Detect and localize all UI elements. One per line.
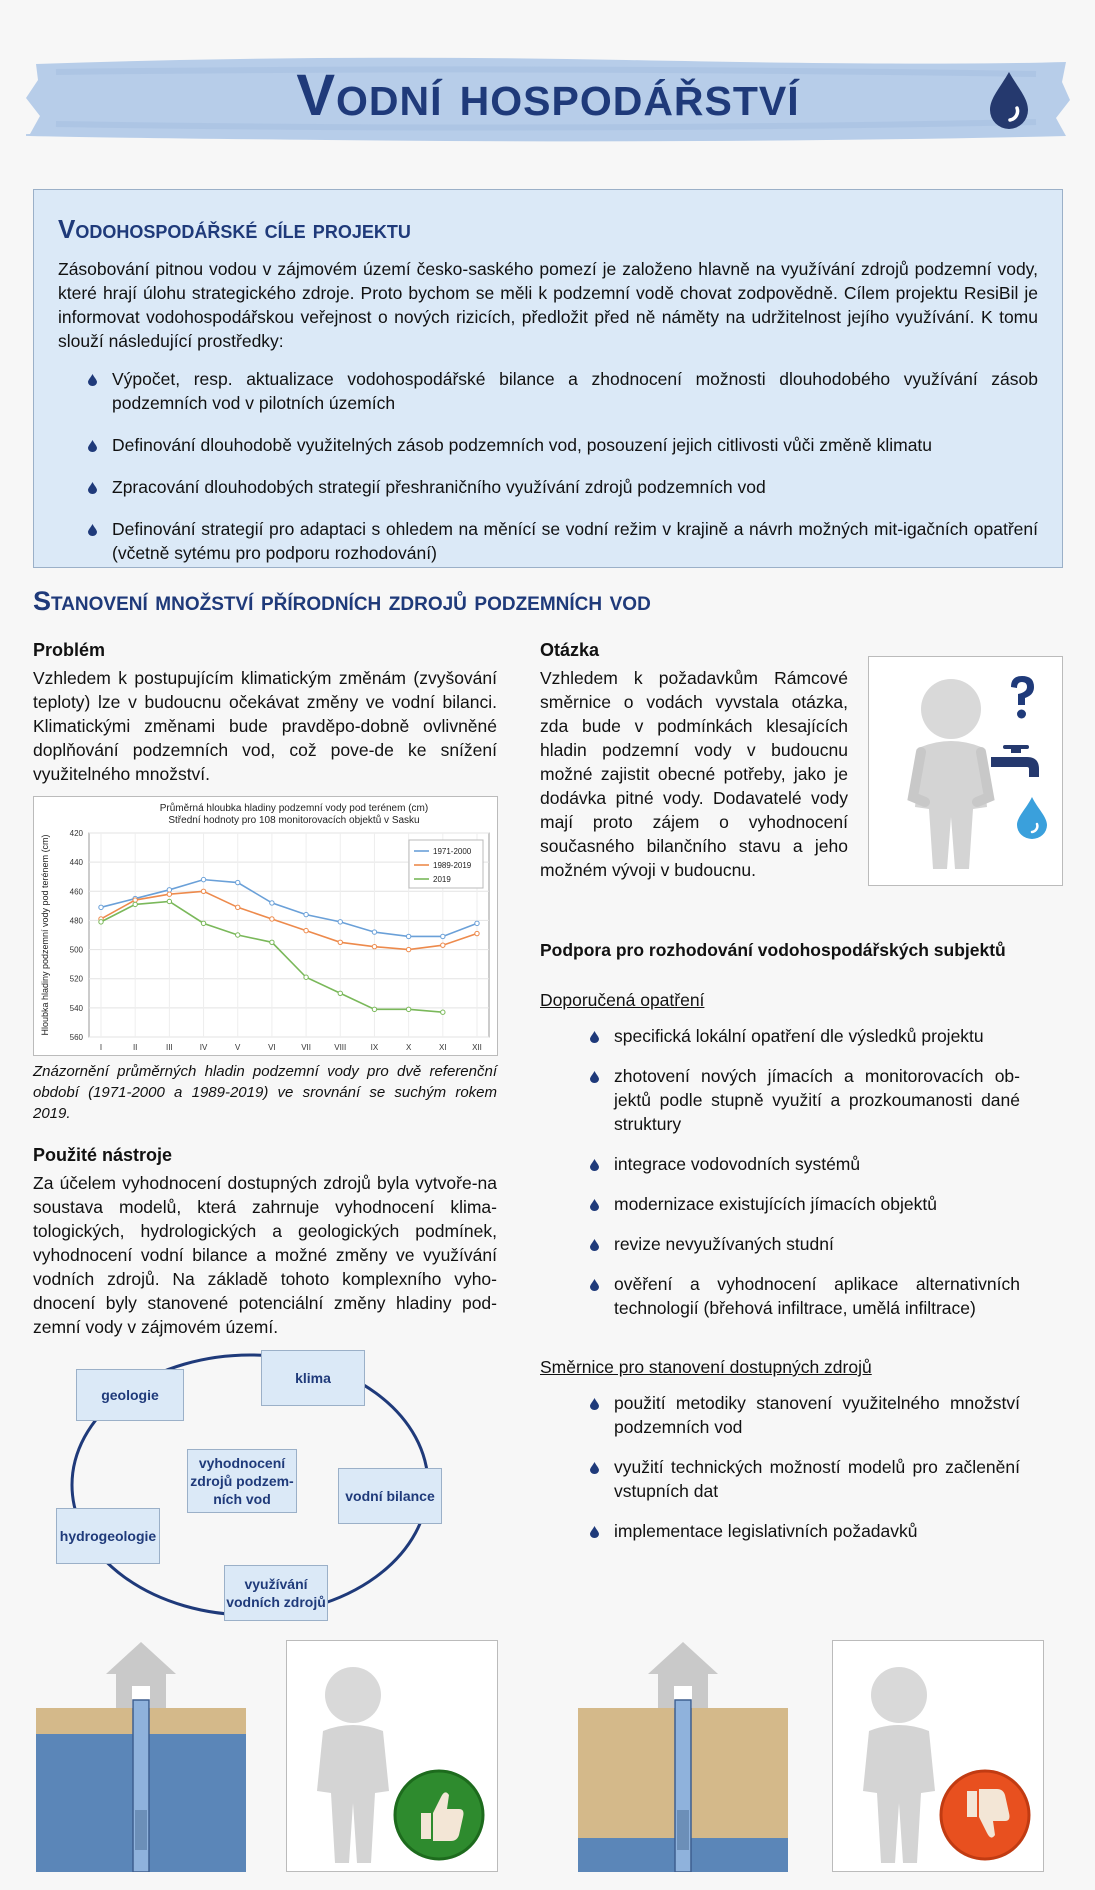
list-item-text: integrace vodovodních systémů (614, 1154, 861, 1174)
data-point (270, 917, 274, 921)
guidelines-heading: Směrnice pro stanovení dostupných zdrojů (540, 1357, 872, 1377)
data-point (441, 943, 445, 947)
list-item-text: modernizace existujících jímacích objektů (614, 1194, 937, 1214)
bullet-drop-icon (88, 440, 97, 452)
data-point (167, 899, 171, 903)
data-point (99, 905, 103, 909)
person-thumbs-down-illustration (832, 1640, 1044, 1872)
data-point (372, 944, 376, 948)
water-drop-icon (1017, 797, 1047, 839)
list-item-text: revize nevyužívaných studní (614, 1234, 834, 1254)
x-tick-label: IV (199, 1043, 208, 1052)
x-tick-label: X (405, 1043, 412, 1052)
bullet-drop-icon (590, 1071, 599, 1083)
question-mark-icon (1005, 673, 1039, 721)
goals-intro: Zásobování pitnou vodou v zájmovém území česko-saského pomezí je založeno hlavně na využívání zdrojů podzemní vody, které hrají úlohu strategického zdroje. Proto bychom se měli k podzemní vodě chovat zodpovědně. Cílem projektu ResiBil je informovat vodohospodářskou veřejnost o nových rizicích, předložit před ně náměty na udržitelnost jejího využívání. K tomu slouží následující prostředky: (58, 259, 1038, 351)
person-thumbs-up-illustration (286, 1640, 498, 1872)
y-tick-label: 540 (69, 1003, 83, 1013)
data-point (338, 920, 342, 924)
y-tick-label: 560 (69, 1033, 83, 1042)
list-item (88, 367, 1038, 415)
data-point (304, 912, 308, 916)
data-point (338, 940, 342, 944)
well-low-water-illustration (578, 1640, 788, 1872)
list-item-text: specifická lokální opatření dle výsledků projektu (614, 1026, 984, 1046)
data-point (406, 1007, 410, 1011)
bullet-drop-icon (590, 1279, 599, 1291)
node-vyuzivani: využívání vodních zdrojů (224, 1565, 328, 1621)
well-high-water-illustration (36, 1640, 246, 1872)
list-item (590, 1024, 1020, 1048)
list-item-text: ověření a vyhodnocení aplikace alternativních technologií (břehová infiltrace, umělá infiltrace) (614, 1274, 1020, 1318)
node-geologie: geologie (76, 1369, 184, 1421)
list-item (590, 1391, 1020, 1439)
bullet-drop-icon (590, 1199, 599, 1211)
data-point (441, 1010, 445, 1014)
list-item (590, 1272, 1020, 1320)
data-point (167, 888, 171, 892)
person-question-illustration (868, 656, 1063, 886)
chart-caption: Znázornění průměrných hladin podzemní vody pro dvě referenční období (1971-2000 a 1989-2019) ve srovnání se suchým rokem 2019. (33, 1063, 497, 1122)
goals-list (58, 367, 1038, 565)
chart-svg (34, 797, 499, 1057)
chart-subtitle: Střední hodnoty pro 108 monitorovacích objektů v Sasku (168, 815, 420, 826)
node-hydrogeologie: hydrogeologie (56, 1508, 160, 1564)
list-item-text: využití technických možností modelů pro začlenění vstupních dat (614, 1457, 1020, 1501)
problem-heading: Problém (33, 640, 106, 660)
x-tick-label: VI (268, 1043, 276, 1052)
x-tick-label: V (235, 1043, 241, 1052)
list-item (590, 1152, 1020, 1176)
data-point (338, 991, 342, 995)
list-item-text: zhotovení nových jímacích a monitorovacích ob-jektů podle stupně využití a prozkoumanosti dané struktury (614, 1066, 1020, 1134)
legend-label: 1989-2019 (433, 861, 472, 870)
model-cycle-diagram (50, 1345, 450, 1625)
data-point (406, 947, 410, 951)
bullet-drop-icon (590, 1462, 599, 1474)
thumbs-up-icon (393, 1769, 485, 1861)
data-point (201, 877, 205, 881)
x-tick-label: III (166, 1043, 173, 1052)
bullet-drop-icon (590, 1526, 599, 1538)
section-title: Stanovení množství přírodních zdrojů podzemních vod (33, 586, 651, 616)
tools-text: Za účelem vyhodnocení dostupných zdrojů byla vytvoře-na soustava modelů, která zahrnuje vyhodnocení klima-tologických, hydrologických a geologických podmínek, vyhodnocení vodní bilance a možné změny ve využívání vodních zdrojů. Na základě tohoto komplexního vyho-dnocení byly stanovené potenciální změny hladiny pod-zemní vody v zájmovém území. (33, 1173, 497, 1337)
list-item (590, 1192, 1020, 1216)
list-item (590, 1455, 1020, 1503)
bullet-drop-icon (590, 1239, 599, 1251)
data-point (236, 905, 240, 909)
support-heading: Podpora pro rozhodování vodohospodářských subjektů (540, 940, 1006, 960)
x-tick-label: II (132, 1043, 138, 1052)
water-tap-icon (987, 745, 1043, 787)
node-klima: klima (261, 1350, 365, 1406)
data-point (201, 889, 205, 893)
data-point (201, 921, 205, 925)
well-icon (578, 1640, 788, 1872)
legend-label: 2019 (433, 875, 451, 884)
list-item-text: použití metodiky stanovení využitelného množství podzemních vod (614, 1393, 1020, 1437)
thumbs-down-icon (939, 1769, 1031, 1861)
bullet-drop-icon (88, 374, 97, 386)
list-item-text: implementace legislativních požadavků (614, 1521, 918, 1541)
data-point (372, 1007, 376, 1011)
list-item (590, 1232, 1020, 1256)
list-item-text: Zpracování dlouhodobých strategií přeshraničního využívání zdrojů podzemních vod (112, 477, 766, 497)
tools-heading: Použité nástroje (33, 1145, 173, 1165)
x-tick-label: VIII (334, 1043, 347, 1052)
y-axis-label: Hloubka hladiny podzemní vody pod terénem (cm) (40, 834, 50, 1036)
list-item-text: Výpočet, resp. aktualizace vodohospodářské bilance a zhodnocení možnosti dlouhodobého využívání zásob podzemních vod v pilotních územích (112, 369, 1038, 413)
data-point (372, 930, 376, 934)
data-point (167, 892, 171, 896)
data-point (133, 898, 137, 902)
bullet-drop-icon (590, 1031, 599, 1043)
groundwater-chart (33, 796, 498, 1056)
water-drop-icon (986, 70, 1032, 130)
bullet-drop-icon (88, 524, 97, 536)
bullet-drop-icon (590, 1159, 599, 1171)
data-point (270, 940, 274, 944)
data-point (270, 901, 274, 905)
well-icon (36, 1640, 246, 1872)
legend-label: 1971-2000 (433, 847, 472, 856)
list-item-text: Definování strategií pro adaptaci s ohledem na měnící se vodní režim v krajině a návrh možných mit-igačních opatření (včetně sytému pro podporu rozhodování) (112, 519, 1038, 563)
page-title: Vodní hospodářství (296, 63, 800, 128)
data-point (99, 920, 103, 924)
project-goals-box (33, 189, 1063, 568)
question-text: Vzhledem k požadavkům Rámcové směrnice o vodách vyvstala otázka, zda bude v podmínkách klesajících hladin podzemní vody v budoucnu možné zajistit obecné potřeby, jako je dodávka pitné vody. Dodavatelé vody mají proto zájem o vyhodnocení současného bilančního stavu a jeho možném vývoji v budoucnu. (540, 668, 848, 880)
bullet-drop-icon (88, 482, 97, 494)
list-item (590, 1519, 1020, 1543)
data-point (441, 934, 445, 938)
data-point (133, 902, 137, 906)
x-tick-label: IX (370, 1043, 379, 1052)
list-item-text: Definování dlouhodobě využitelných zásob podzemních vod, posouzení jejich citlivosti vůči změně klimatu (112, 435, 933, 455)
data-point (236, 933, 240, 937)
list-item (88, 475, 1038, 499)
goals-title: Vodohospodářské cíle projektu (58, 214, 411, 244)
x-tick-label: XI (439, 1043, 447, 1052)
data-point (406, 934, 410, 938)
data-point (475, 921, 479, 925)
guidelines-list (590, 1391, 1020, 1559)
y-tick-label: 520 (69, 974, 83, 984)
measures-heading: Doporučená opatření (540, 990, 705, 1010)
problem-text: Vzhledem k postupujícím klimatickým změnám (zvyšování teploty) lze v budoucnu očekávat změny ve vodní bilanci. Klimatickými změnami bude pravděpo-dobně ovlivněné doplňování podzemních vod, což pove-de ke snížení využitelného množství. (33, 668, 497, 784)
y-tick-label: 460 (69, 887, 83, 897)
x-tick-label: XII (472, 1043, 482, 1052)
y-tick-label: 480 (69, 916, 83, 926)
list-item (590, 1064, 1020, 1136)
list-item (88, 433, 1038, 457)
question-heading: Otázka (540, 640, 600, 660)
data-point (304, 928, 308, 932)
x-tick-label: I (99, 1043, 103, 1052)
data-point (475, 931, 479, 935)
node-vodni-bilance: vodní bilance (338, 1468, 442, 1524)
y-tick-label: 500 (69, 945, 83, 955)
header-banner (26, 52, 1070, 144)
measures-list (590, 1024, 1020, 1336)
y-tick-label: 440 (69, 858, 83, 868)
data-point (304, 975, 308, 979)
data-point (236, 880, 240, 884)
list-item (88, 517, 1038, 565)
x-tick-label: VII (301, 1043, 311, 1052)
node-center: vyhodnocení zdrojů podzem-ních vod (187, 1449, 297, 1513)
y-tick-label: 420 (69, 829, 83, 838)
bullet-drop-icon (590, 1398, 599, 1410)
chart-title: Průměrná hloubka hladiny podzemní vody pod terénem (cm) (159, 803, 429, 814)
